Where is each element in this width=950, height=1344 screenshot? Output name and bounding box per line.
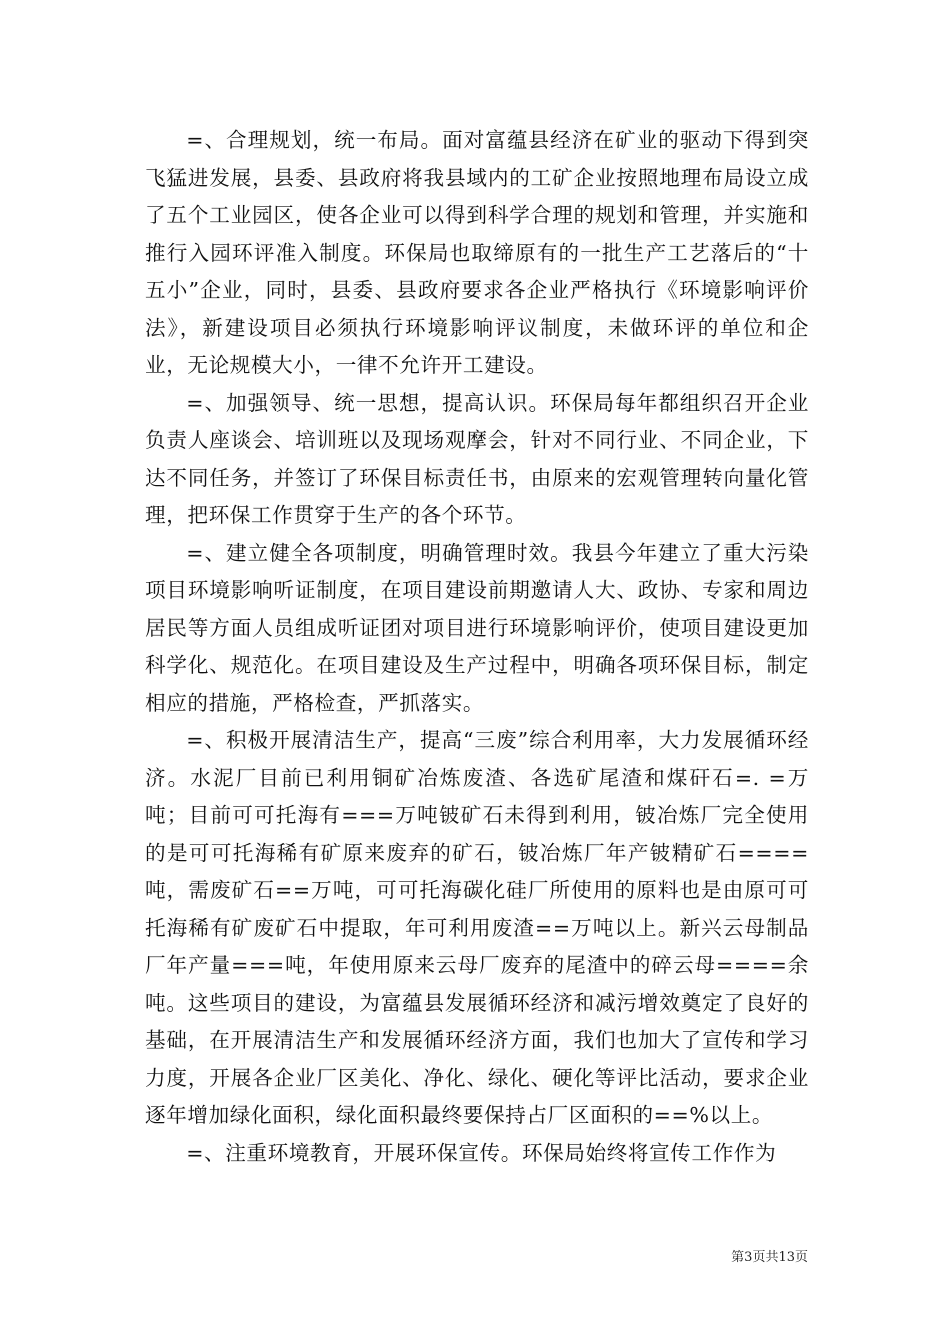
paragraph-leadership: =、加强领导、统一思想，提高认识。环保局每年都组织召开企业负责人座谈会、培训班以及现场观摩会，针对不同行业、不同企业，下达不同任务，并签订了环保目标责任书，由原来的宏观管理转向量化管理，把环保工作贯穿于生产的各个环节。 <box>145 390 809 527</box>
paragraph-systems: =、建立健全各项制度，明确管理时效。我县今年建立了重大污染项目环境影响听证制度，在项目建设前期邀请人大、政协、专家和周边居民等方面人员组成听证团对项目进行环境影响评价，使项目建设更加科学化、规范化。在项目建设及生产过程中，明确各项环保目标，制定相应的措施，严格检查，严抓落实。 <box>145 540 809 715</box>
page-number-footer: 第3页共13页 <box>731 1250 808 1265</box>
paragraph-clean-production: =、积极开展清洁生产，提高“三废”综合利用率，大力发展循环经济。水泥厂目前已利用铜矿冶炼废渣、各选矿尾渣和煤矸石=. =万吨；目前可可托海有===万吨铍矿石未得到利用，铍冶炼厂完全使用的是可可托海稀有矿原来废弃的矿石，铍冶炼厂年产铍精矿石====吨，需废矿石==万吨，可可托海碳化硅厂所使用的原料也是由原可可托海稀有矿废矿石中提取，年可利用废渣==万吨以上。新兴云母制品厂年产量===吨，年使用原来云母厂废弃的尾渣中的碎云母====余吨。这些项目的建设，为富蕴县发展循环经济和减污增效奠定了良好的基础，在开展清洁生产和发展循环经济方面，我们也加大了宣传和学习力度，开展各企业厂区美化、净化、绿化、硬化等评比活动，要求企业逐年增加绿化面积，绿化面积最终要保持占厂区面积的==%以上。 <box>145 728 809 1127</box>
paragraph-planning: =、合理规划，统一布局。面对富蕴县经济在矿业的驱动下得到突飞猛进发展，县委、县政府将我县域内的工矿企业按照地理布局设立成了五个工业园区，使各企业可以得到科学合理的规划和管理，并实施和推行入园环评准入制度。环保局也取缔原有的一批生产工艺落后的“十五小”企业，同时，县委、县政府要求各企业严格执行《环境影响评价法》，新建设项目必须执行环境影响评议制度，未做环评的单位和企业，无论规模大小，一律不允许开工建设。 <box>145 128 809 377</box>
document-body <box>145 122 809 1172</box>
paragraph-education: =、注重环境教育，开展环保宣传。环保局始终将宣传工作作为 <box>186 1140 777 1165</box>
